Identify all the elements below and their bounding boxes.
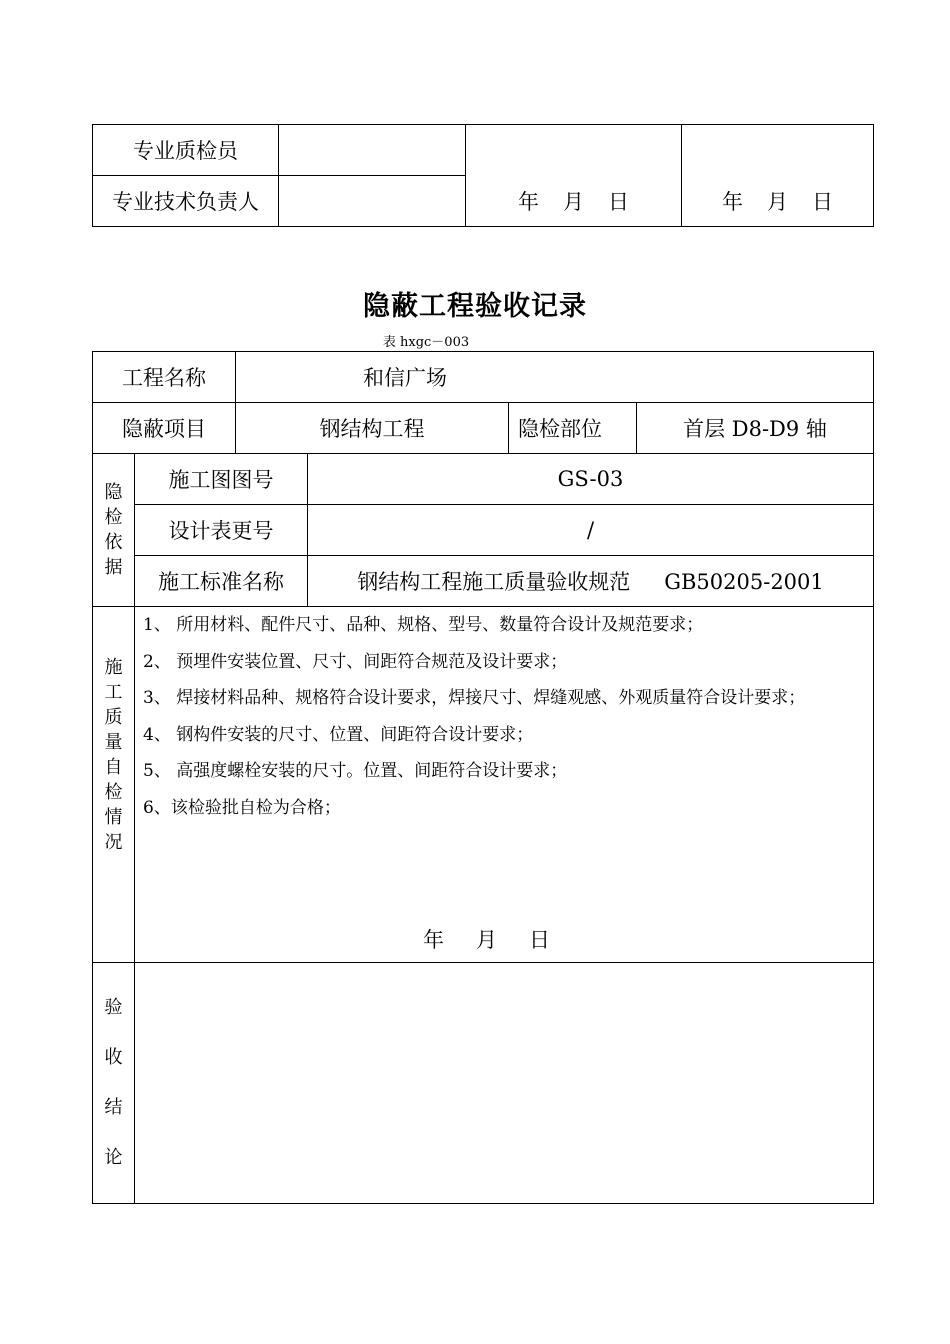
standard-name: 钢结构工程施工质量验收规范 — [357, 570, 631, 594]
self-check-item: 6、该检验批自检为合格； — [143, 797, 341, 818]
self-check-item: 1、 所用材料、配件尺寸、品种、规格、型号、数量符合设计及规范要求； — [143, 615, 704, 635]
conclusion-content — [135, 963, 874, 1204]
self-check-content — [135, 607, 874, 963]
self-check-date — [423, 924, 550, 954]
technical-lead-label: 专业技术负责人 — [93, 176, 279, 227]
date-year: 年 — [423, 928, 444, 952]
self-check-label-char: 况 — [104, 831, 123, 853]
basis-label — [93, 454, 135, 607]
date-month: 月 — [563, 190, 584, 214]
date-day: 日 — [812, 190, 833, 214]
technical-lead-signature — [279, 176, 466, 227]
record-table — [92, 351, 874, 1204]
hidden-item-value: 钢结构工程 — [236, 403, 509, 454]
self-check-label-char: 检 — [104, 781, 123, 803]
basis-label-char: 依 — [104, 532, 123, 553]
self-check-label — [93, 607, 135, 963]
date-left — [518, 190, 629, 214]
date-cell-right — [682, 125, 874, 227]
date-right — [722, 190, 833, 214]
standard-label: 施工标准名称 — [135, 556, 308, 607]
conclusion-label — [93, 963, 135, 1204]
self-check-label-char: 自 — [104, 756, 123, 778]
project-name-value: 和信广场 — [236, 352, 874, 403]
conclusion-label-char: 验 — [104, 997, 123, 1018]
basis-label-char: 检 — [104, 507, 123, 528]
standard-value — [308, 556, 874, 607]
hidden-part-label: 隐检部位 — [509, 403, 637, 454]
standard-code: GB50205-2001 — [664, 570, 824, 594]
project-name-label: 工程名称 — [93, 352, 236, 403]
drawing-no-label: 施工图图号 — [135, 454, 308, 505]
basis-label-char: 据 — [104, 557, 123, 578]
self-check-label-char: 量 — [104, 731, 123, 753]
quality-inspector-label: 专业质检员 — [93, 125, 279, 176]
drawing-no-value: GS-03 — [308, 454, 874, 505]
date-month: 月 — [476, 928, 497, 952]
self-check-label-char: 情 — [104, 806, 123, 828]
self-check-item: 3、 焊接材料品种、规格符合设计要求，焊接尺寸、焊缝观感、外观质量符合设计要求； — [143, 688, 806, 708]
signature-table — [92, 124, 874, 227]
date-year: 年 — [518, 190, 539, 214]
self-check-item: 2、 预埋件安装位置、尺寸、间距符合规范及设计要求； — [143, 651, 568, 672]
self-check-label-char: 工 — [104, 681, 123, 703]
quality-inspector-signature — [279, 125, 466, 176]
basis-label-char: 隐 — [104, 482, 123, 503]
design-change-label: 设计表更号 — [135, 505, 308, 556]
date-day: 日 — [529, 928, 550, 952]
conclusion-label-char: 结 — [104, 1097, 123, 1118]
design-change-value: / — [308, 505, 874, 556]
self-check-label-char: 质 — [104, 706, 123, 728]
self-check-list — [135, 607, 873, 826]
page-title: 隐蔽工程验收记录 — [363, 291, 587, 322]
form-code: 表 hxgc－003 — [382, 335, 470, 350]
date-month: 月 — [767, 190, 788, 214]
hidden-part-value: 首层 D8-D9 轴 — [637, 403, 874, 454]
self-check-item: 4、 钢构件安装的尺寸、位置、间距符合设计要求； — [143, 724, 534, 745]
hidden-item-label: 隐蔽项目 — [93, 403, 236, 454]
date-day: 日 — [608, 190, 629, 214]
date-cell-left — [466, 125, 682, 227]
date-year: 年 — [722, 190, 743, 214]
conclusion-label-char: 收 — [104, 1047, 123, 1068]
conclusion-label-char: 论 — [104, 1147, 123, 1168]
self-check-label-char: 施 — [104, 656, 123, 678]
self-check-item: 5、 高强度螺栓安装的尺寸。位置、间距符合设计要求； — [143, 761, 568, 781]
